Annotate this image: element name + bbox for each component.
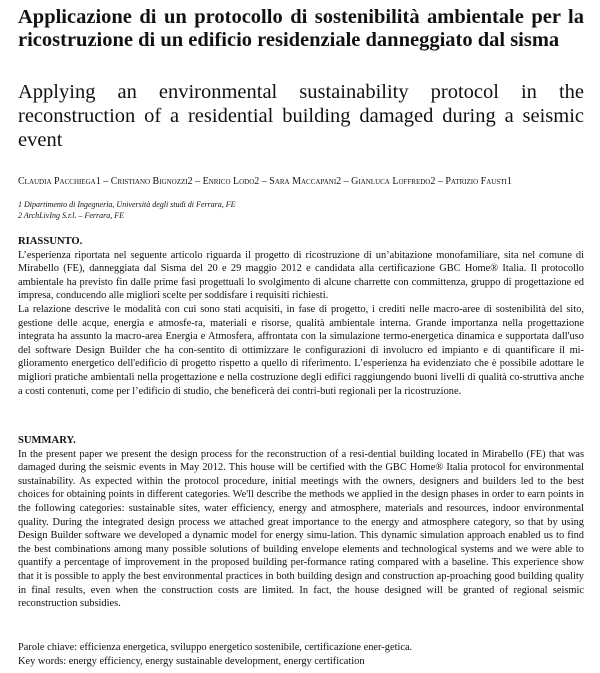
keywords-italian: Parole chiave: efficienza energetica, sviluppo energetico sostenibile, certificazione ener-getica. bbox=[18, 642, 413, 653]
summary-heading: SUMMARY. bbox=[18, 435, 76, 446]
summary-paragraph: In the present paper we present the design process for the reconstruction of a resi-dential building located in Mirabello (FE) that was damaged during the seismic events in May 2012. This house will be certified with the GBC Home® Italia protocol for environmental sustainability. As expected within the protocol procedure, initial meetings with the owners, designers and builders led to the best choices for obtaining points in different categories. We'll describe the methods we applied in the design phases in order to earn points in the following categories: sustainable sites, water efficiency, energy and atmosphere, materials and resources, indoor environmental quality. During the integrated design process we attached great importance to the energy and atmosphere category, so that by using Design Builder software we developed a dynamic model for energy simu-lation. This dynamic simulation approach enabled us to find the best combinations among many possible solutions of building envelope elements and technological systems and we were able to quantify a percentage of improvement in the proposed building per-formance rating compared with a baseline. This experience show that it is possible to apply the best environmental practices in both building design and construction ap-proaching good building quality in final results, even when the construction costs are limited. In fact, the house designed will be granted of regional seismic reconstruction subsidies. bbox=[18, 448, 584, 610]
summary-section bbox=[18, 434, 584, 611]
riassunto-heading: RIASSUNTO. bbox=[18, 236, 83, 247]
affiliation-1: 1 Dipartimento di Ingegneria, Università degli studi di Ferrara, FE bbox=[18, 200, 236, 209]
title-italian: Applicazione di un protocollo di sostenibilità ambientale per la ricostruzione di un edificio residenziale danneggiato dal sisma bbox=[18, 6, 584, 51]
riassunto-paragraph-2: La relazione descrive le modalità con cui sono stati acquisiti, in fase di progetto, i crediti nelle macro-aree di sostenibilità del sito, gestione delle acque, energia e atmosfe-ra, materiali e risorse, qualità ambientale interna. Grande importanza nella progettazione integrata ha assunto la macro-area Energia e Atmosfera, affrontata con la simulazione termo-energetica dinamica e supportata dall'uso del software Design Builder che ha con-sentito di ottimizzare le configurazioni di involucro ed impianto e di quantificare il mi-glioramento energetico dell'edificio di progetto rispetto a quello di riferimento. L’esperienza ha evidenziato che è possibile adottare le migliori pratiche ambientali nella progettazione e nella costruzione degli edifici raggiungendo buoni livelli di qualità co-struttiva anche a costi contenuti, come per l’edificio di studio, che beneficerà dei contri-buti regionali per la ricostruzione. bbox=[18, 303, 584, 397]
affiliation-2: 2 ArchLivIng S.r.l. – Ferrara, FE bbox=[18, 211, 124, 220]
riassunto-paragraph-1: L’esperienza riportata nel seguente articolo riguarda il progetto di ricostruzione di un’abitazione monofamiliare, sita nel comune di Mirabello (FE), danneggiata dal Sisma del 20 e 29 maggio 2012 e candidata alla certificazione GBC Home® Italia. Il protocollo ambientale ha previsto fin dalle prime fasi progettuali lo svolgimento di alcune charrette con committenza, gruppo di progettazione ed impresa, conducendo alle migliori scelte per soddisfare i requisiti richiesti. bbox=[18, 249, 584, 302]
affiliations bbox=[18, 199, 584, 221]
riassunto-section bbox=[18, 235, 584, 398]
keywords-english: Key words: energy efficiency, energy sustainable development, energy certification bbox=[18, 656, 365, 667]
title-english: Applying an environmental sustainability protocol in the reconstruction of a residential building damaged during a seismic event bbox=[18, 81, 584, 151]
author-list: Claudia Pacchiega1 – Cristiano Bignozzi2 – Enrico Lodo2 – Sara Maccapani2 – Gianluca Loffredo2 – Patrizio Fausti1 bbox=[18, 176, 512, 187]
